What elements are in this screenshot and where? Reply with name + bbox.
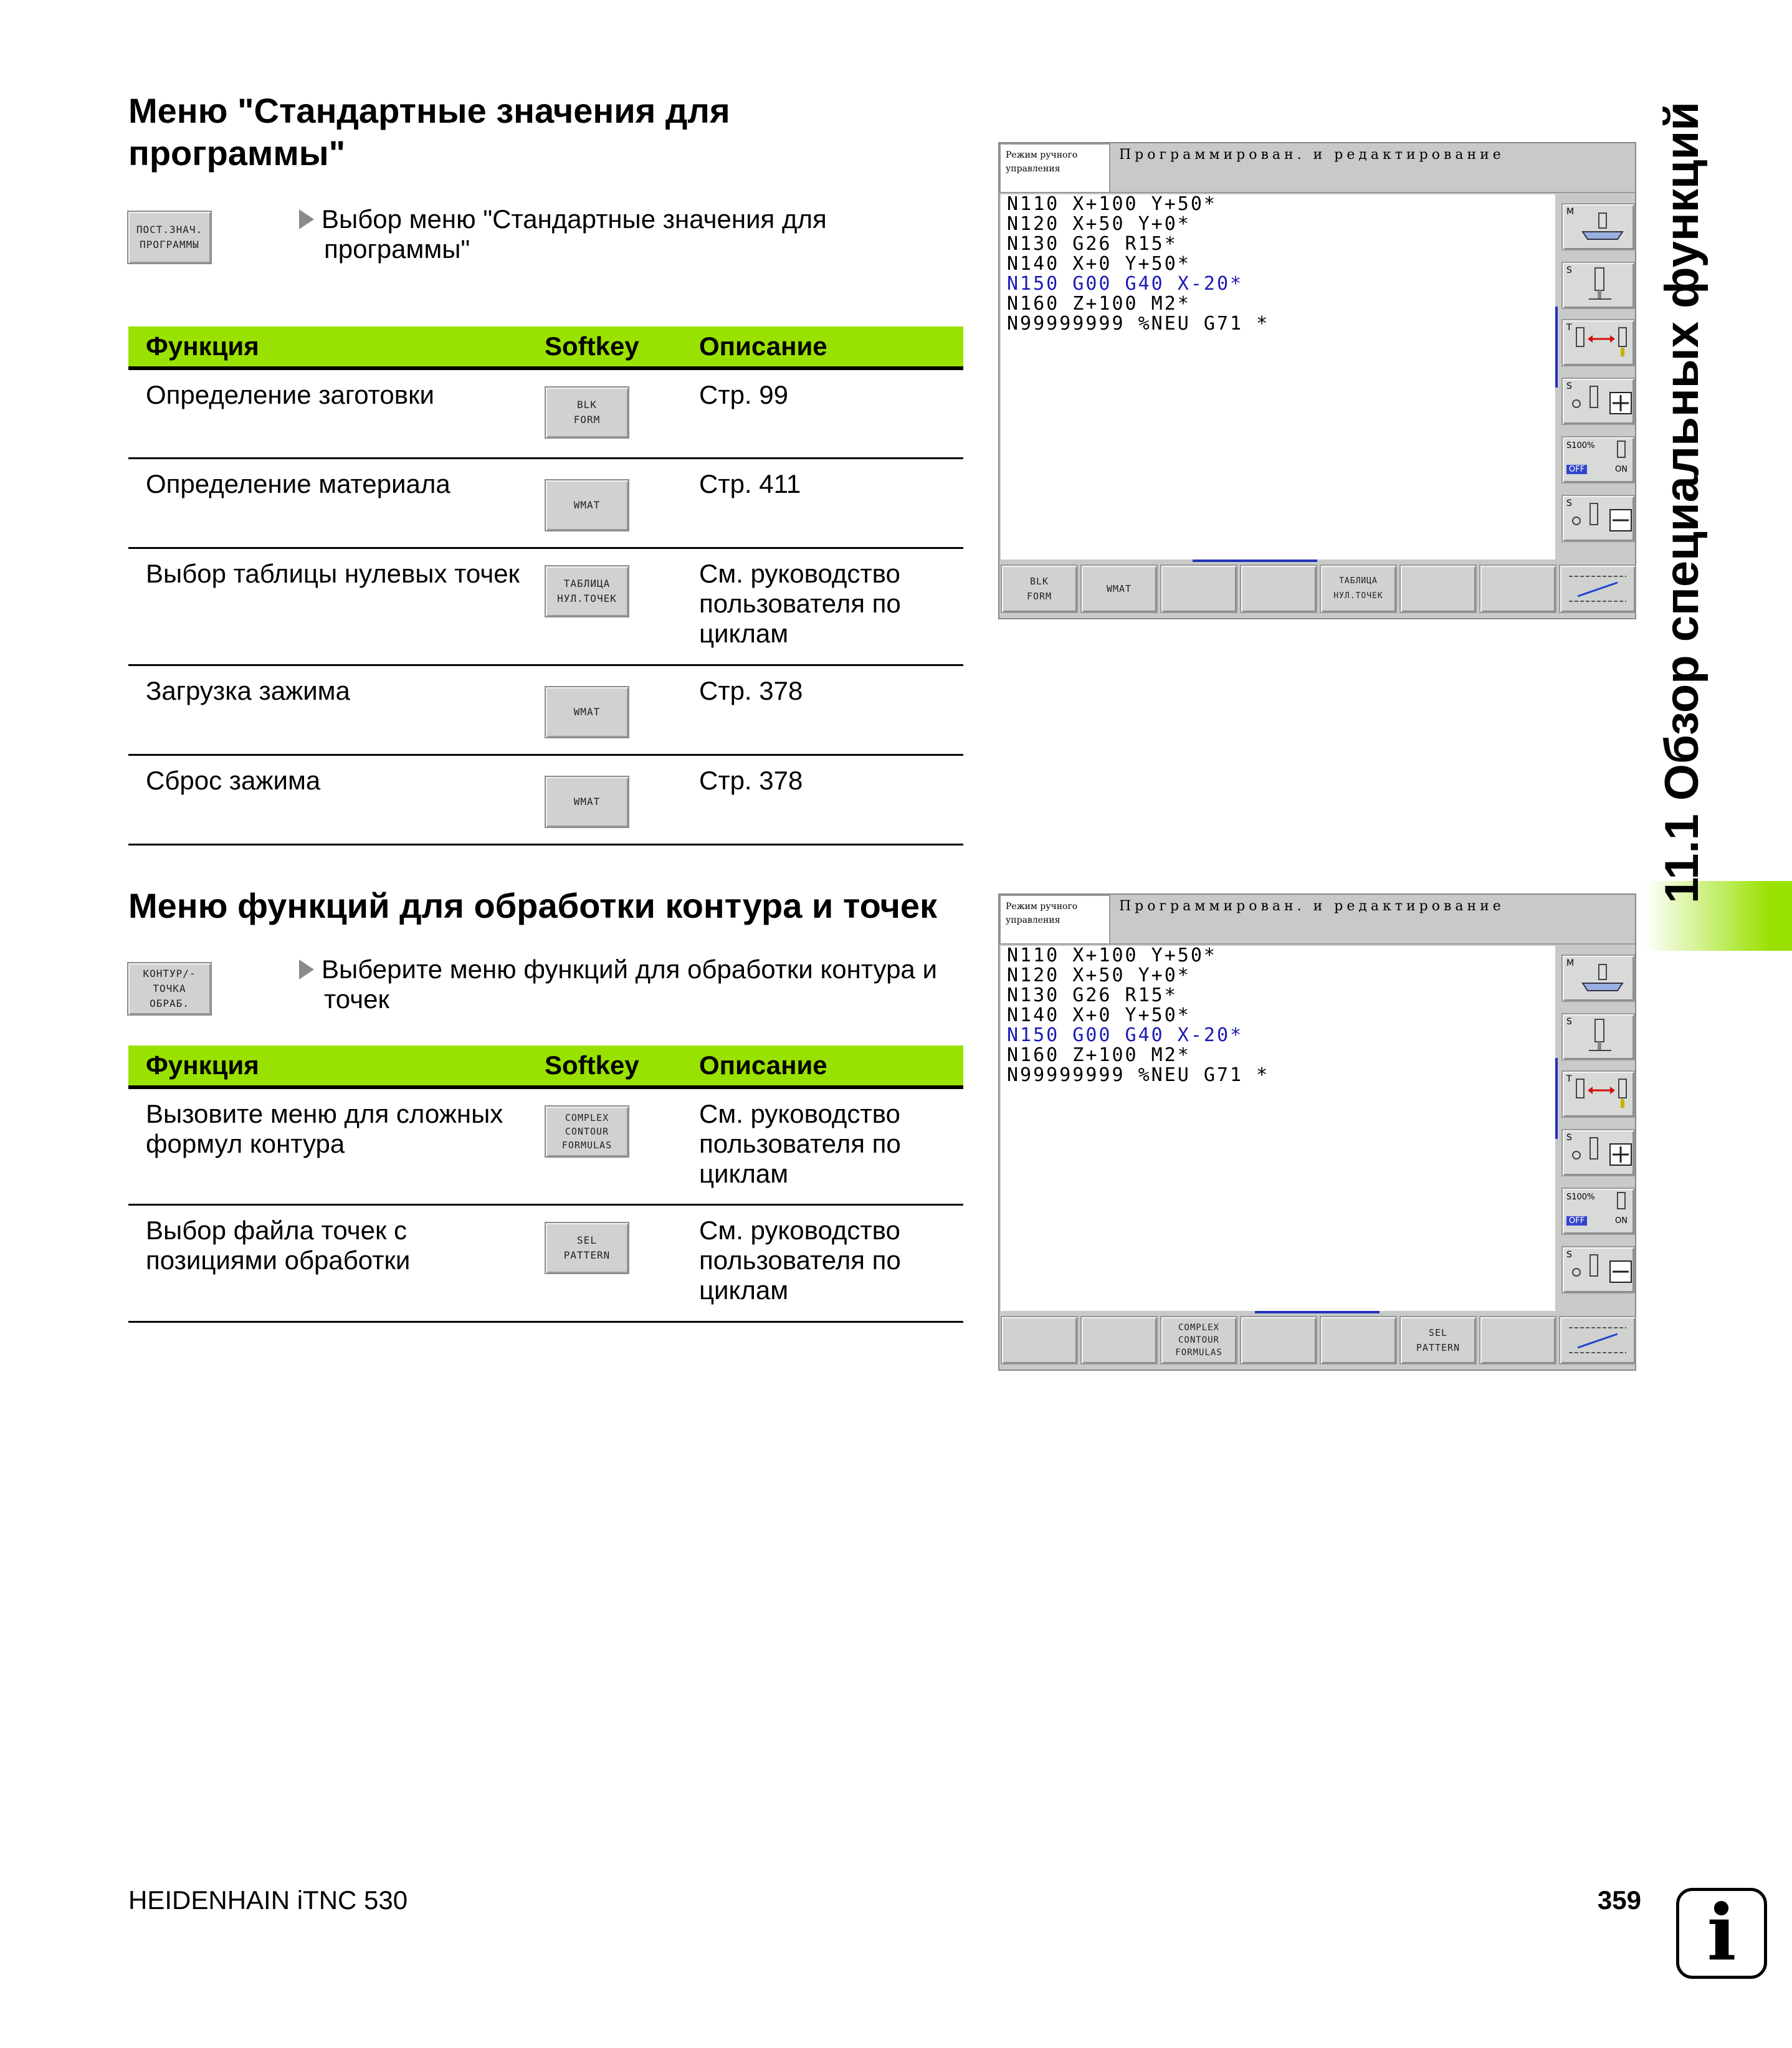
softkey-bar bbox=[999, 1311, 1635, 1369]
on-label: ON bbox=[1615, 1216, 1628, 1226]
program-line: N130 G26 R15* bbox=[1007, 984, 1178, 1006]
empty-softkey[interactable] bbox=[1080, 1316, 1158, 1365]
table-row bbox=[128, 1087, 963, 1204]
screen-title: Программирован. и редактирование bbox=[1110, 895, 1635, 945]
mode-line1: Режим ручного bbox=[1006, 902, 1078, 912]
sk-label: COMPLEX bbox=[1178, 1323, 1219, 1333]
description-cell: Стр. 99 bbox=[682, 368, 963, 458]
feed-softkey[interactable] bbox=[1559, 564, 1636, 613]
sel-pattern-softkey[interactable] bbox=[1399, 1316, 1477, 1365]
cnc-screen-2 bbox=[998, 893, 1636, 1371]
sk-label: CONTOUR bbox=[1178, 1335, 1219, 1345]
sk-label: PATTERN bbox=[563, 1249, 611, 1261]
datum-table-softkey[interactable] bbox=[1320, 564, 1397, 613]
sk-label: SEL bbox=[577, 1234, 597, 1246]
description-cell: Стр. 378 bbox=[682, 755, 963, 844]
feed-ruler-icon bbox=[1565, 570, 1630, 607]
program-line: N130 G26 R15* bbox=[1007, 233, 1178, 255]
function-cell: Определение материала bbox=[128, 458, 545, 548]
tool-change-icon bbox=[1571, 325, 1634, 363]
sk-label: CONTOUR bbox=[565, 1126, 609, 1137]
step-instruction-1 bbox=[322, 204, 827, 264]
sk-label: FORM bbox=[573, 414, 601, 426]
side-key-label: T bbox=[1566, 1074, 1572, 1084]
section2-title: Меню функций для обработки контура и точек bbox=[128, 886, 938, 925]
side-key-s-plus[interactable] bbox=[1561, 378, 1635, 425]
info-icon-glyph: i bbox=[1707, 1888, 1737, 1978]
sk-label: FORM bbox=[1026, 591, 1052, 602]
empty-softkey[interactable] bbox=[1240, 1316, 1317, 1365]
function-cell: Вызовите меню для сложных формул контура bbox=[128, 1087, 545, 1204]
col-header-description: Описание bbox=[682, 326, 963, 368]
empty-softkey[interactable] bbox=[1399, 564, 1477, 613]
feed-softkey[interactable] bbox=[1559, 1316, 1636, 1365]
side-key-s-plus[interactable] bbox=[1561, 1129, 1635, 1176]
sel-pattern-softkey[interactable] bbox=[545, 1222, 629, 1274]
program-listing bbox=[1001, 194, 1555, 560]
softkey-cell bbox=[545, 548, 682, 665]
description-cell: Стр. 411 bbox=[682, 458, 963, 548]
on-label: ON bbox=[1615, 465, 1628, 474]
empty-softkey[interactable] bbox=[1160, 564, 1237, 613]
table-row bbox=[128, 458, 963, 548]
spindle-speed-plus-icon bbox=[1569, 1134, 1634, 1173]
program-line: N110 X+100 Y+50* bbox=[1007, 945, 1217, 966]
mode-line2: управления bbox=[1006, 164, 1060, 174]
tool-change-icon bbox=[1571, 1077, 1634, 1114]
sk-label: PATTERN bbox=[1416, 1342, 1461, 1353]
table-header-row bbox=[128, 1045, 963, 1087]
load-fixture-softkey[interactable] bbox=[545, 686, 629, 738]
key-label-1: ПОСТ.ЗНАЧ. bbox=[136, 224, 203, 236]
function-cell: Выбор таблицы нулевых точек bbox=[128, 548, 545, 665]
side-key-m[interactable] bbox=[1561, 203, 1635, 250]
program-line: N160 Z+100 M2* bbox=[1007, 293, 1191, 315]
table-row bbox=[128, 755, 963, 844]
empty-softkey[interactable] bbox=[1479, 564, 1556, 613]
spindle-icon bbox=[1574, 211, 1630, 245]
wmat-softkey[interactable] bbox=[545, 479, 629, 531]
softkey-cell bbox=[545, 1204, 682, 1322]
feed-ruler-icon bbox=[1565, 1322, 1630, 1359]
sk-label: FORMULAS bbox=[1175, 1348, 1222, 1358]
softkey-cell bbox=[545, 665, 682, 755]
screen-title: Программирован. и редактирование bbox=[1110, 143, 1635, 193]
side-key-label: S bbox=[1566, 381, 1572, 391]
sk-label: SEL bbox=[1428, 1327, 1448, 1338]
scroll-marker bbox=[1555, 1058, 1558, 1139]
side-key-label: S bbox=[1566, 498, 1572, 508]
step1-line2: программы" bbox=[324, 234, 470, 264]
key-label-1: КОНТУР/- bbox=[143, 968, 196, 979]
program-line: N110 X+100 Y+50* bbox=[1007, 193, 1217, 215]
description-cell: См. руководство пользователя по циклам bbox=[682, 548, 963, 665]
key-label-2: ПРОГРАММЫ bbox=[140, 239, 199, 250]
step-arrow-icon bbox=[299, 960, 314, 979]
side-key-s[interactable] bbox=[1561, 262, 1635, 309]
function-cell: Определение заготовки bbox=[128, 368, 545, 458]
side-key-m[interactable] bbox=[1561, 955, 1635, 1002]
step2-line2: точек bbox=[324, 984, 389, 1014]
side-softkey-column bbox=[1555, 194, 1635, 560]
wmat-softkey[interactable] bbox=[1080, 564, 1158, 613]
datum-table-softkey[interactable] bbox=[545, 565, 629, 617]
override-icon bbox=[1613, 440, 1631, 465]
side-key-label: S bbox=[1566, 1133, 1572, 1143]
program-line-active: N150 G00 G40 X-20* bbox=[1007, 1024, 1244, 1046]
side-key-label: T bbox=[1566, 323, 1572, 333]
function-cell: Загрузка зажима bbox=[128, 665, 545, 755]
side-key-s[interactable] bbox=[1561, 1013, 1635, 1060]
side-key-label: S100% bbox=[1566, 1193, 1595, 1202]
step2-line1: Выберите меню функций для обработки контура и bbox=[322, 955, 937, 984]
off-label: OFF bbox=[1566, 465, 1587, 474]
program-line: N140 X+0 Y+50* bbox=[1007, 1004, 1191, 1026]
col-header-function: Функция bbox=[128, 326, 545, 368]
softkey-cell bbox=[545, 1087, 682, 1204]
section1-title-line2: программы" bbox=[128, 133, 346, 173]
sk-label: COMPLEX bbox=[565, 1112, 609, 1123]
program-listing bbox=[1001, 946, 1555, 1311]
empty-softkey[interactable] bbox=[1240, 564, 1317, 613]
empty-softkey[interactable] bbox=[1001, 1316, 1078, 1365]
program-line: N99999999 %NEU G71 * bbox=[1007, 313, 1270, 335]
tool-icon bbox=[1581, 267, 1619, 305]
program-line: N140 X+0 Y+50* bbox=[1007, 253, 1191, 275]
contour-function-table bbox=[128, 1045, 963, 1323]
mode-line1: Режим ручного bbox=[1006, 150, 1078, 160]
blk-form-softkey[interactable] bbox=[1001, 564, 1078, 613]
program-line: N120 X+50 Y+0* bbox=[1007, 213, 1191, 235]
softkey-cell bbox=[545, 368, 682, 458]
table-row bbox=[128, 665, 963, 755]
softkey-page-marker bbox=[1193, 560, 1317, 562]
empty-softkey[interactable] bbox=[1479, 1316, 1556, 1365]
side-key-label: M bbox=[1566, 207, 1575, 217]
page-number: 359 bbox=[1597, 1885, 1641, 1915]
chapter-heading-text: 11.1 Обзор специальных функций bbox=[1656, 102, 1709, 903]
side-key-t[interactable] bbox=[1561, 1070, 1635, 1118]
table-row bbox=[128, 548, 963, 665]
table-header-row bbox=[128, 326, 963, 368]
override-icon bbox=[1613, 1191, 1631, 1216]
description-cell: См. руководство пользователя по циклам bbox=[682, 1204, 963, 1322]
key-label-2: ТОЧКА bbox=[153, 983, 186, 994]
side-key-label: S bbox=[1566, 1250, 1572, 1260]
table-row bbox=[128, 1204, 963, 1322]
side-key-s100[interactable] bbox=[1561, 1188, 1635, 1235]
col-header-function: Функция bbox=[128, 1045, 545, 1087]
section1-title bbox=[128, 90, 730, 174]
mode-line2: управления bbox=[1006, 915, 1060, 925]
col-header-description: Описание bbox=[682, 1045, 963, 1087]
side-softkey-column bbox=[1555, 946, 1635, 1311]
cnc-screen-1 bbox=[998, 142, 1636, 619]
sk-label: FORMULAS bbox=[561, 1140, 612, 1151]
reset-fixture-softkey[interactable] bbox=[545, 776, 629, 828]
sk-label: BLK bbox=[577, 399, 597, 411]
contour-point-menu-key[interactable] bbox=[127, 962, 212, 1016]
blk-form-softkey[interactable] bbox=[545, 386, 629, 439]
function-cell: Сброс зажима bbox=[128, 755, 545, 844]
sk-label: ТАБЛИЦА bbox=[563, 577, 611, 589]
spindle-icon bbox=[1574, 962, 1630, 997]
defaults-function-table bbox=[128, 326, 963, 845]
mode-label bbox=[999, 895, 1110, 945]
program-line: N99999999 %NEU G71 * bbox=[1007, 1064, 1270, 1086]
footer-manual-title: HEIDENHAIN iTNC 530 bbox=[128, 1885, 408, 1915]
sk-label: BLK bbox=[1029, 576, 1049, 587]
defaults-menu-key[interactable] bbox=[127, 211, 212, 264]
empty-softkey[interactable] bbox=[1320, 1316, 1397, 1365]
info-icon bbox=[1676, 1888, 1767, 1979]
tool-icon bbox=[1581, 1018, 1619, 1057]
side-key-label: S100% bbox=[1566, 441, 1595, 450]
col-header-softkey: Softkey bbox=[545, 1045, 682, 1087]
spindle-speed-minus-icon bbox=[1569, 500, 1634, 538]
scroll-marker bbox=[1555, 307, 1558, 388]
softkey-bar bbox=[999, 560, 1635, 618]
spindle-speed-minus-icon bbox=[1569, 1251, 1634, 1290]
sk-label: WMAT bbox=[573, 705, 601, 718]
table-row bbox=[128, 368, 963, 458]
program-line-active: N150 G00 G40 X-20* bbox=[1007, 273, 1244, 295]
side-key-label: S bbox=[1566, 1017, 1572, 1027]
description-cell: Стр. 378 bbox=[682, 665, 963, 755]
key-label-3: ОБРАБ. bbox=[150, 998, 189, 1009]
step-instruction-2 bbox=[322, 955, 937, 1014]
side-key-label: M bbox=[1566, 958, 1575, 968]
step-arrow-icon bbox=[299, 209, 314, 229]
side-key-s-minus[interactable] bbox=[1561, 495, 1635, 542]
mode-label bbox=[999, 143, 1110, 193]
side-key-label: S bbox=[1566, 265, 1572, 275]
sk-label: WMAT bbox=[1106, 583, 1132, 594]
spindle-speed-plus-icon bbox=[1569, 383, 1634, 421]
side-key-s100[interactable] bbox=[1561, 436, 1635, 483]
description-cell: См. руководство пользователя по циклам bbox=[682, 1087, 963, 1204]
complex-contour-softkey[interactable] bbox=[545, 1105, 629, 1158]
step1-line1: Выбор меню "Стандартные значения для bbox=[322, 204, 827, 234]
sk-label: ТАБЛИЦА bbox=[1339, 576, 1378, 586]
side-key-t[interactable] bbox=[1561, 319, 1635, 366]
function-cell: Выбор файла точек с позициями обработки bbox=[128, 1204, 545, 1322]
col-header-softkey: Softkey bbox=[545, 326, 682, 368]
side-key-s-minus[interactable] bbox=[1561, 1246, 1635, 1293]
program-line: N120 X+50 Y+0* bbox=[1007, 964, 1191, 986]
sk-label: НУЛ.ТОЧЕК bbox=[1333, 591, 1383, 601]
section1-title-line1: Меню "Стандартные значения для bbox=[128, 91, 730, 130]
program-line: N160 Z+100 M2* bbox=[1007, 1044, 1191, 1066]
softkey-cell bbox=[545, 458, 682, 548]
softkey-cell bbox=[545, 755, 682, 844]
complex-contour-softkey[interactable] bbox=[1160, 1316, 1237, 1365]
sk-label: WMAT bbox=[573, 498, 601, 511]
sk-label: НУЛ.ТОЧЕК bbox=[557, 592, 617, 604]
sk-label: WMAT bbox=[573, 795, 601, 807]
softkey-page-marker bbox=[1255, 1311, 1380, 1313]
off-label: OFF bbox=[1566, 1216, 1587, 1226]
